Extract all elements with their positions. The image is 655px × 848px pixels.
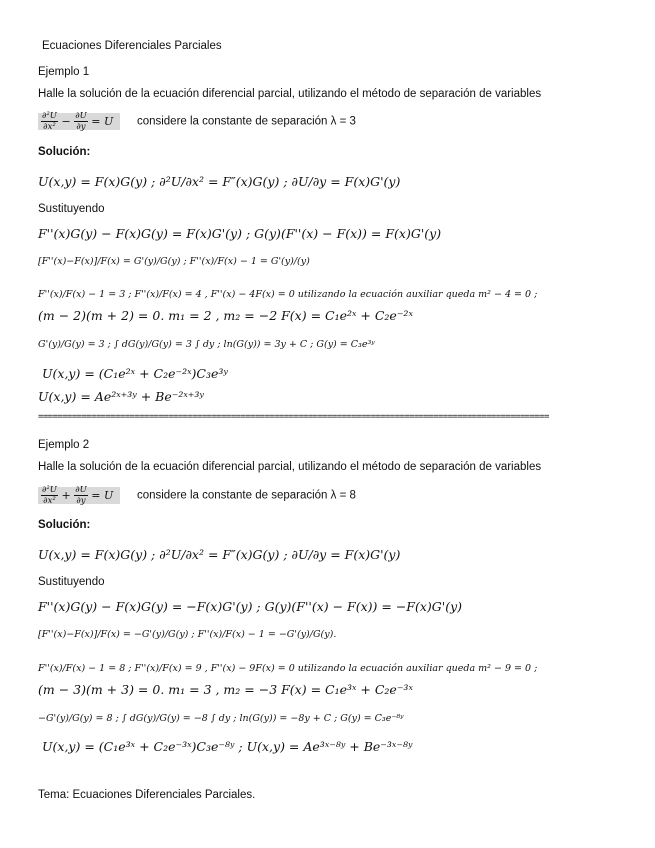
section-separator: ========================================================================================================== (38, 412, 549, 422)
example2-substitution-label: Sustituyendo (38, 576, 105, 588)
document-footer-topic: Tema: Ecuaciones Diferenciales Parciales. (38, 789, 256, 801)
example2-pde-rhs: = U (91, 488, 114, 502)
example1-pde-box (38, 113, 120, 130)
example2-solution-label: Solución: (38, 519, 91, 531)
example2-g-line: −G'(y)/G(y) = 8 ; ∫ dG(y)/G(y) = −8 ∫ dy ; ln(G(y)) = −8y + C ; G(y) = C₃e⁻⁸ʸ (38, 713, 404, 724)
example1-pde-operator: − (61, 114, 71, 128)
example1-pde-term2: $\frac{\partial U}{\partial y}$ (75, 111, 87, 132)
example1-pde-rhs: = U (91, 114, 114, 128)
example2-constant-note: considere la constante de separación λ = 8 (136, 489, 356, 502)
example2-pde-operator: + (61, 488, 71, 502)
example1-prompt: Halle la solución de la ecuación diferencial parcial, utilizando el método de separación de variables (38, 88, 542, 100)
example1-auxiliary-line: F''(x)/F(x) − 1 = 3 ; F''(x)/F(x) = 4 , F''(x) − 4F(x) = 0 utilizando la ecuación auxiliar queda m² − 4 = 0 ; (38, 289, 538, 300)
example2-pde-term1: $\frac{\text{∂²U}}{\text{∂x²}}$ (42, 485, 57, 506)
example2-auxiliary-line: F''(x)/F(x) − 1 = 8 ; F''(x)/F(x) = 9 , F''(x) − 9F(x) = 0 utilizando la ecuación auxiliar queda m² − 9 = 0 ; (38, 663, 538, 674)
example1-constant-note: considere la constante de separación λ = 3 (136, 115, 356, 128)
example2-roots-line: (m − 3)(m + 3) = 0. m₁ = 3 , m₂ = −3 F(x) = C₁e³ˣ + C₂e⁻³ˣ (38, 682, 413, 697)
example2-pde-term2: $\frac{\partial U}{\partial y}$ (75, 485, 87, 506)
example1-g-line: G'(y)/G(y) = 3 ; ∫ dG(y)/G(y) = 3 ∫ dy ; ln(G(y)) = 3y + C ; G(y) = C₃e³ʸ (38, 339, 375, 350)
example2-equation-row (38, 485, 356, 506)
example2-heading: Ejemplo 2 (38, 439, 90, 451)
example1-pde-term1: $\frac{\text{∂²U}}{\text{∂x²}}$ (42, 111, 57, 132)
example1-solution-label: Solución: (38, 146, 91, 158)
example1-setup-line: U(x,y) = F(x)G(y) ; ∂²U/∂x² = F″(x)G(y) ; ∂U/∂y = F(x)G'(y) (38, 174, 401, 189)
example2-pde-box (38, 487, 120, 504)
example1-substitution-label: Sustituyendo (38, 203, 105, 215)
document-title: Ecuaciones Diferenciales Parciales (42, 40, 222, 52)
example1-substitution-line: F''(x)G(y) − F(x)G(y) = F(x)G'(y) ; G(y)(F''(x) − F(x)) = F(x)G'(y) (38, 226, 442, 241)
example2-u-line: U(x,y) = (C₁e³ˣ + C₂e⁻³ˣ)C₃e⁻⁸ʸ ; U(x,y) = Ae³ˣ⁻⁸ʸ + Be⁻³ˣ⁻⁸ʸ (42, 739, 413, 754)
example1-roots-line: (m − 2)(m + 2) = 0. m₁ = 2 , m₂ = −2 F(x) = C₁e²ˣ + C₂e⁻²ˣ (38, 308, 413, 323)
example2-substitution-line: F''(x)G(y) − F(x)G(y) = −F(x)G'(y) ; G(y)(F''(x) − F(x)) = −F(x)G'(y) (38, 599, 463, 614)
example2-prompt: Halle la solución de la ecuación diferencial parcial, utilizando el método de separación de variables (38, 461, 542, 473)
example2-setup-line: U(x,y) = F(x)G(y) ; ∂²U/∂x² = F″(x)G(y) ; ∂U/∂y = F(x)G'(y) (38, 547, 401, 562)
example1-heading: Ejemplo 1 (38, 66, 90, 78)
example2-ratio-line: [F''(x)−F(x)]/F(x) = −G'(y)/G(y) ; F''(x)/F(x) − 1 = −G'(y)/G(y). (38, 629, 337, 640)
example1-equation-row (38, 111, 356, 132)
example1-u-line-2: U(x,y) = Ae²ˣ⁺³ʸ + Be⁻²ˣ⁺³ʸ (38, 389, 204, 404)
example1-ratio-line: [F''(x)−F(x)]/F(x) = G'(y)/G(y) ; F''(x)/F(x) − 1 = G'(y)/(y) (38, 256, 310, 267)
example1-u-line-1: U(x,y) = (C₁e²ˣ + C₂e⁻²ˣ)C₃e³ʸ (42, 366, 228, 381)
